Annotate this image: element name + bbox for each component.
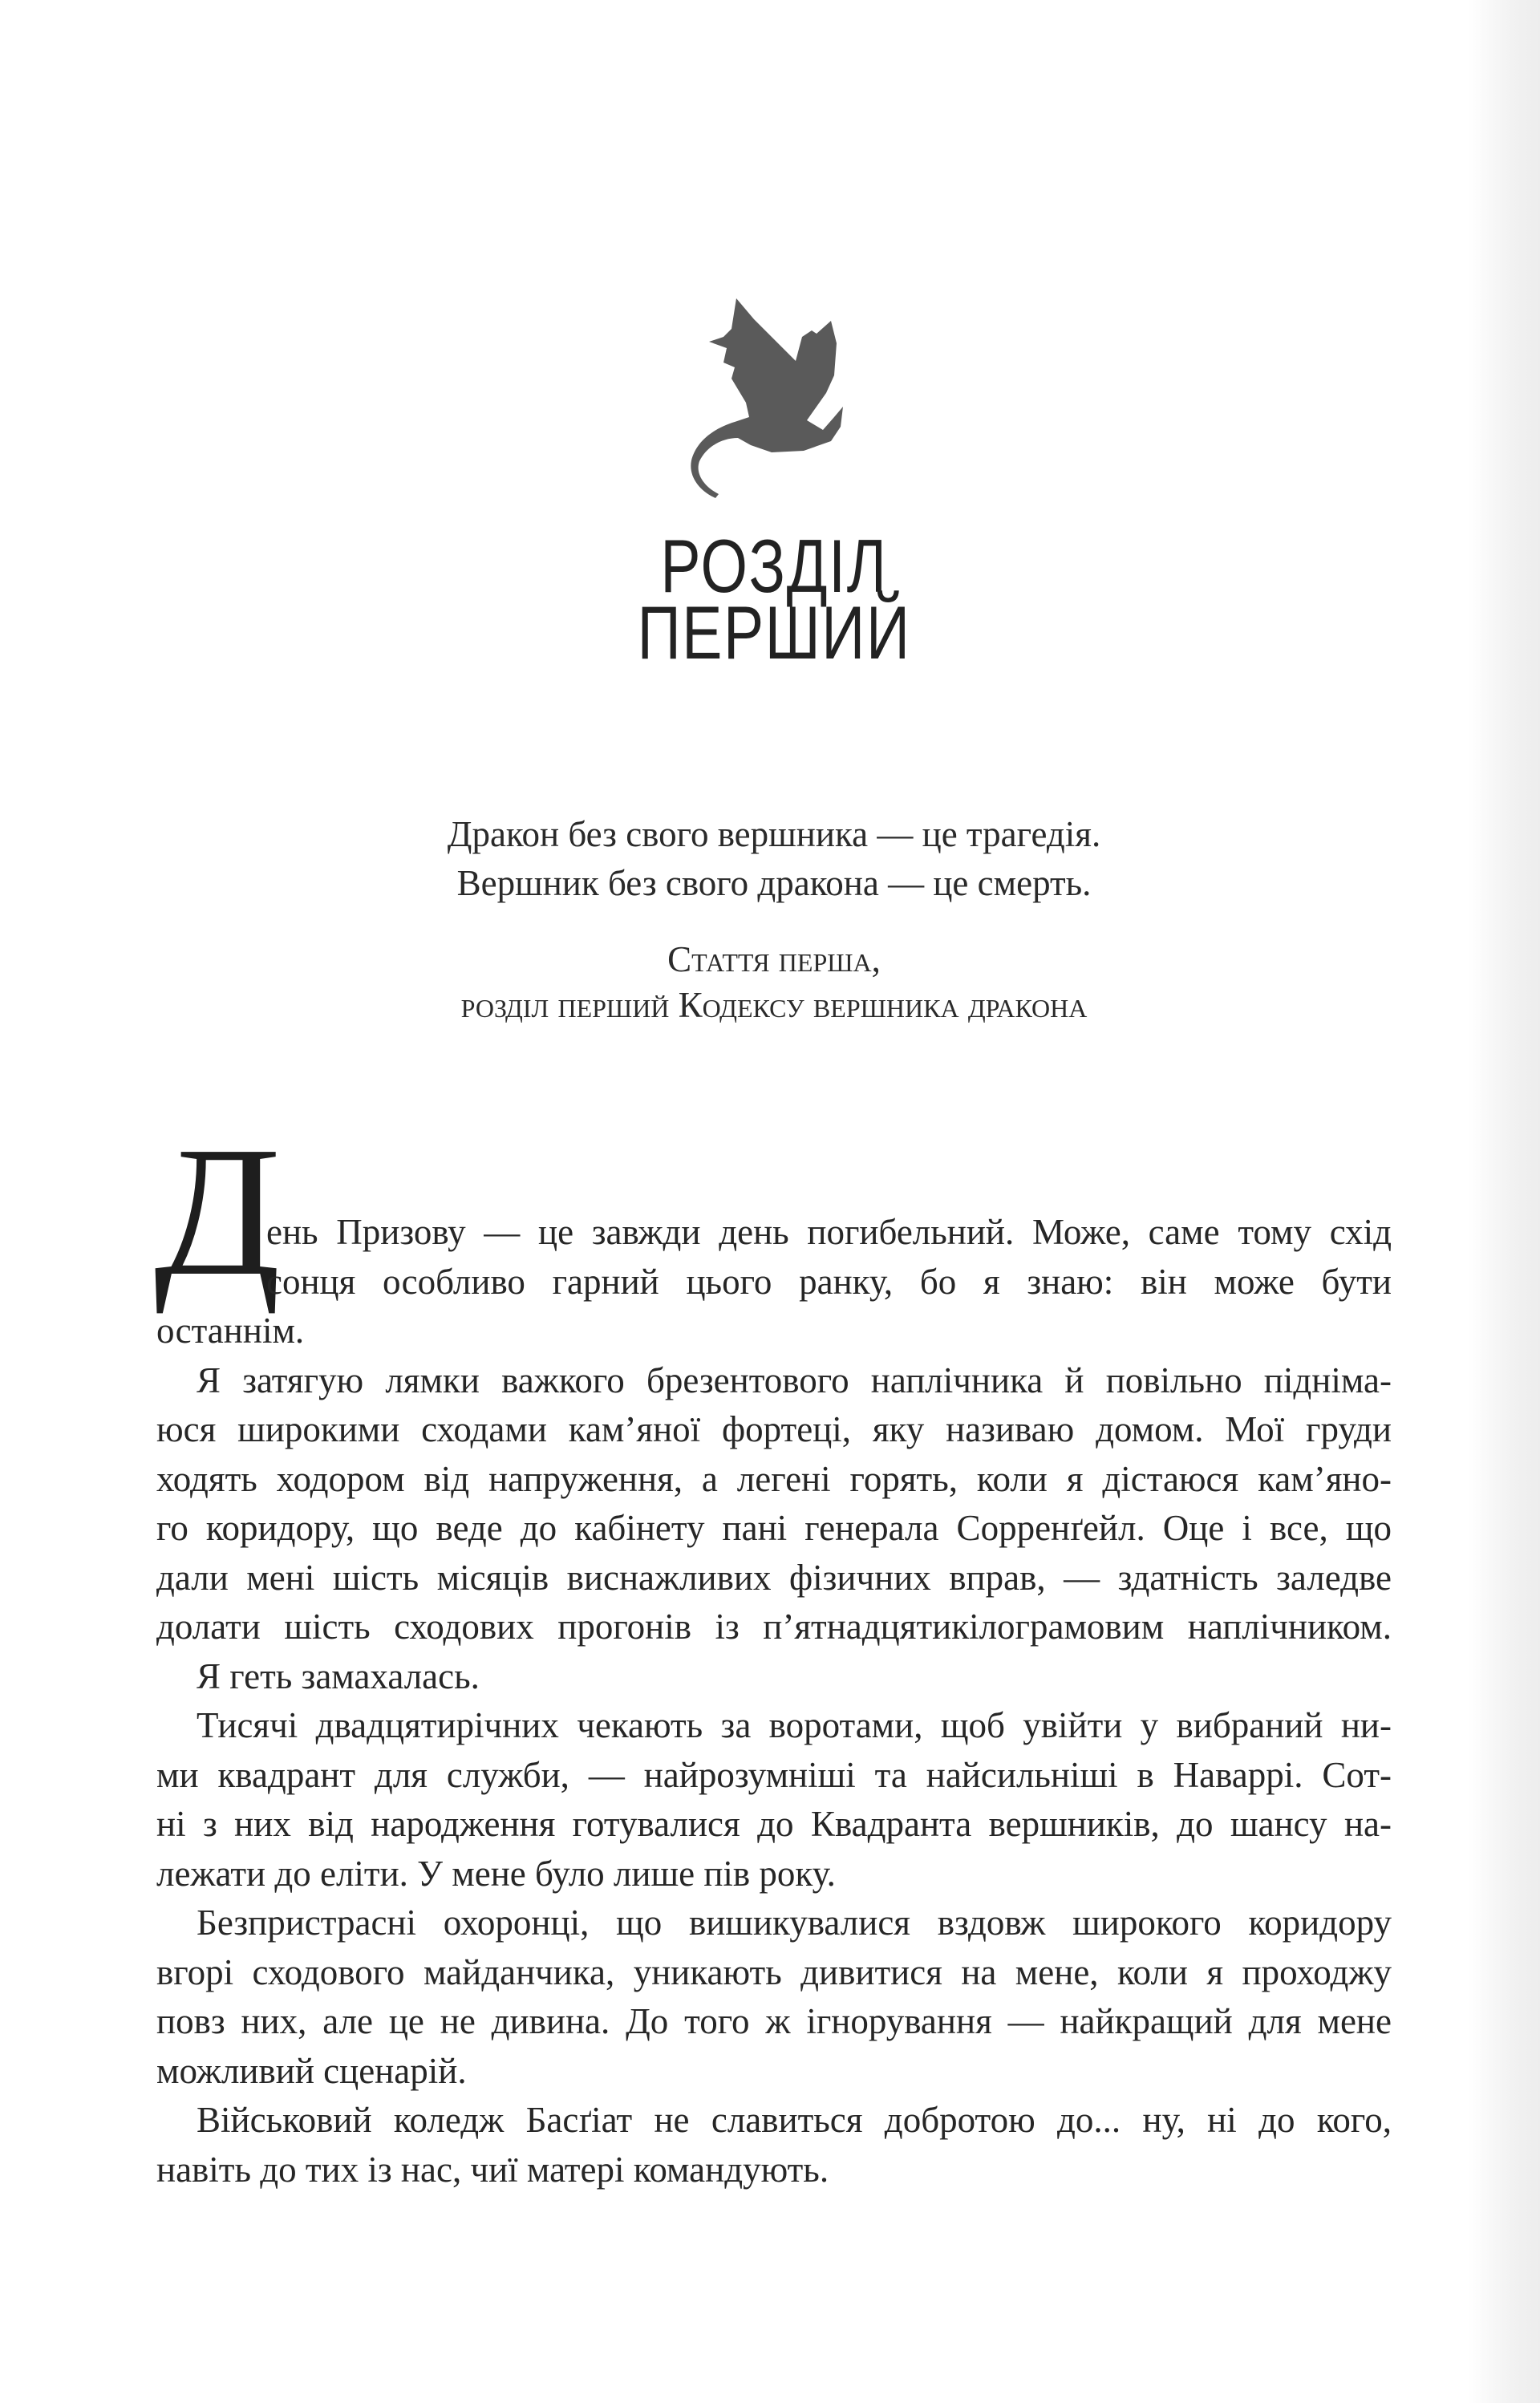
epigraph [0,810,1540,908]
attribution-line: Стаття перша, [667,939,881,979]
drop-cap: Д [154,1108,282,1315]
page-edge-shadow [1468,0,1540,2403]
epigraph-line: Вершник без свого дракона — це смерть. [456,863,1092,903]
chapter-title-line1: РОЗДІЛ [660,524,888,608]
text-line: повз них, але це не дивина. До того ж ігнорування — найкращий для мене [156,2001,1392,2041]
text-line: Безпристрасні охоронці, що вишикувалися вздовж широкого коридору [197,1903,1392,1943]
body-text [156,1208,1392,2194]
text-line: дали мені шість місяців виснажливих фізичних вправ, — здатність заледве [156,1557,1392,1598]
text-line: ходять ходором від напруження, а легені горять, коли я дістаюся кам’яно- [156,1458,1392,1499]
dragon-icon [674,281,866,505]
attribution-line: розділ перший Кодексу вершника дракона [460,985,1088,1025]
text-line: Тисячі двадцятирічних чекають за воротами, щоб увійти у вибраний ни- [197,1705,1392,1745]
text-line: останнім. [156,1311,305,1351]
text-line: навіть до тих із нас, чиї матері командують. [156,2149,829,2190]
text-line: лежати до еліти. У мене було лише пів року. [156,1853,836,1894]
text-line: ень Призову — це завжди день погибельний. Може, саме тому схід [266,1212,1392,1252]
chapter-title-line2: ПЕРШИЙ [637,590,911,675]
text-line: можливий сценарій. [156,2050,467,2091]
text-line: го коридору, що веде до кабінету пані генерала Сорренґейл. Оце і все, що [156,1508,1392,1548]
text-line: Військовий коледж Басґіат не славиться добротою до... ну, ні до кого, [197,2100,1392,2140]
text-line: Я геть замахалась. [197,1655,480,1696]
text-line: сонця особливо гарний цього ранку, бо я знаю: він може бути [266,1261,1392,1302]
text-line: юся широкими сходами кам’яної фортеці, яку називаю домом. Мої груди [156,1409,1392,1449]
text-line: ми квадрант для служби, — найрозумніші та найсильніші в Наваррі. Сот- [156,1754,1392,1795]
text-line: вгорі сходового майданчика, уникають дивитися на мене, коли я проходжу [156,1951,1392,1992]
epigraph-attribution [0,937,1540,1028]
text-line: Я затягую лямки важкого брезентового наплічника й повільно підніма- [197,1360,1392,1400]
text-line: долати шість сходових прогонів із п’ятнадцятикілограмовим наплічником. [156,1607,1392,1647]
text-line: ні з них від народження готувалися до Квадранта вершників, до шансу на- [156,1804,1392,1844]
epigraph-line: Дракон без свого вершника — це трагедія. [447,814,1101,854]
